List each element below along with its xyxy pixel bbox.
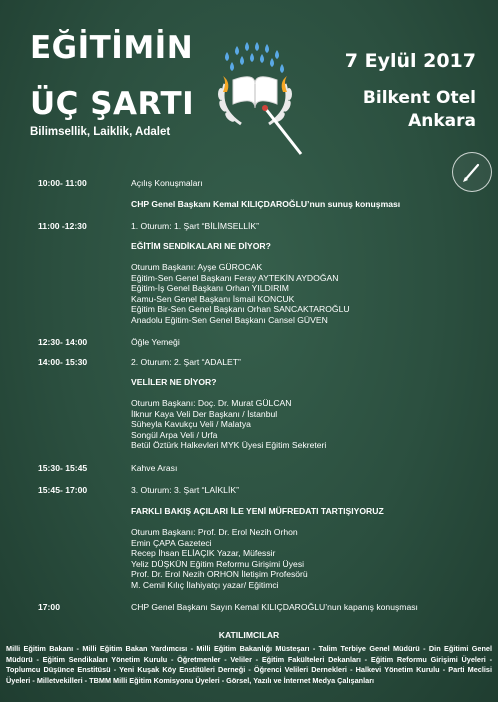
session-title: 1. Oturum: 1. Şart “BİLİMSELLİK” — [131, 221, 259, 231]
speaker-line: Yeliz DÜŞKÜN Eğitim Reformu Girişimi Üyesi — [131, 558, 305, 569]
agenda-item: Kahve Arası — [131, 463, 178, 473]
speaker-line: Anadolu Eğitim-Sen Genel Başkanı Cansel GÜVEN — [131, 314, 328, 325]
speaker-line: Oturum Başkanı: Doç. Dr. Murat GÜLCAN — [131, 398, 292, 408]
session-title: 2. Oturum: 2. Şart “ADALET” — [131, 357, 241, 367]
speaker-line: Emin ÇAPA Gazeteci — [131, 537, 212, 548]
agenda-time: 15:30- 15:45 — [38, 463, 88, 473]
session-subtitle: FARKLI BAKIŞ AÇILARI İLE YENİ MÜFREDATI TARTIŞIYORUZ — [131, 506, 384, 516]
edit-button[interactable] — [452, 152, 492, 192]
agenda-time: 17:00 — [38, 602, 60, 612]
agenda-time: 10:00- 11:00 — [38, 178, 87, 188]
title-line-2: ÜÇ ŞARTI — [30, 86, 195, 122]
agenda-time: 14:00- 15:30 — [38, 357, 88, 367]
venue-city: Ankara — [408, 111, 476, 131]
event-date: 7 Eylül 2017 — [344, 50, 476, 72]
session-subtitle: EĞİTİM SENDİKALARI NE DİYOR? — [131, 241, 271, 251]
speaker-line: Oturum Başkanı: Prof. Dr. Erol Nezih Orhon — [131, 527, 298, 537]
subtitle: Bilimsellik, Laiklik, Adalet — [30, 126, 171, 138]
pencil-icon — [453, 153, 491, 191]
speaker-line: Recep İhsan ELİAÇIK Yazar, Müfessir — [131, 548, 276, 558]
agenda-time: 15:45- 17:00 — [38, 485, 88, 495]
speaker-line: Eğitim-Sen Genel Başkanı Feray AYTEKİN AYDOĞAN — [131, 272, 339, 283]
book-laurel-logo-icon — [205, 38, 305, 158]
speaker-line: Süheyla Kavukçu Veli / Malatya — [131, 419, 251, 429]
speaker-line: İlknur Kaya Veli Der Başkanı / İstanbul — [131, 408, 278, 419]
agenda-time: 12:30- 14:00 — [38, 337, 88, 347]
agenda-item: CHP Genel Başkanı Sayın Kemal KILIÇDAROĞLU’nun kapanış konuşması — [131, 602, 418, 612]
agenda-item: CHP Genel Başkanı Kemal KILIÇDAROĞLU’nun sunuş konuşması — [131, 199, 401, 209]
participants-heading: KATILIMCILAR — [218, 630, 280, 640]
speaker-line: Oturum Başkanı: Ayşe GÜROCAK — [131, 262, 263, 272]
header — [0, 0, 498, 170]
agenda-item: Açılış Konuşmaları — [131, 178, 203, 188]
speaker-line: Betül Öztürk Halkevleri MYK Üyesi Eğitim Sekreteri — [131, 440, 327, 450]
session-title: 3. Oturum: 3. Şart “LAİKLİK” — [131, 485, 239, 495]
speaker-line: M. Cemil Kılıç İlahiyatçı yazar/ Eğitimci — [131, 579, 279, 590]
speaker-line: Prof. Dr. Erol Nezih ORHON İletişim Profesörü — [131, 569, 308, 579]
participants-list: Milli Eğitim Bakanı - Milli Eğitim Bakan Yardımcısı - Milli Eğitim Bakanlığı Müsteşarı - Talim Terbiye Genel Müdürü - Din Eğitimi Genel Müdürü - Eğitim Sendikaları Yönetim Kurulu - Öğretmenler - Veliler - Eğitim Fakülteleri Dekanları - Eğitim Reformu Girişimi Üyeleri - Toplumcu Düşünce Enstitüsü - Yeni Kuşak Köy Enstitüleri Derneği - Öğrenci Velileri Dernekleri - Halkevi Yönetim Kurulu - Parti Meclisi Üyeleri - Milletvekilleri - TBMM Milli Eğitim Komisyonu Üyeleri - Görsel, Yazılı ve İnternet Medya Çalışanları — [6, 644, 492, 685]
speaker-line: Songül Arpa Veli / Urfa — [131, 429, 218, 440]
speaker-line: Kamu-Sen Genel Başkanı İsmail KONCUK — [131, 293, 295, 304]
session-subtitle: VELİLER NE DİYOR? — [131, 377, 217, 387]
speaker-line: Eğitim-İş Genel Başkanı Orhan YILDIRIM — [131, 283, 289, 293]
venue-name: Bilkent Otel — [362, 88, 476, 108]
title-line-1: EĞİTİMİN — [30, 30, 194, 66]
agenda-time: 11:00 -12:30 — [38, 221, 87, 231]
speaker-line: Eğitim Bir-Sen Genel Başkanı Orhan SANCAKTAROĞLU — [131, 304, 350, 314]
agenda-item: Öğle Yemeği — [131, 337, 180, 347]
